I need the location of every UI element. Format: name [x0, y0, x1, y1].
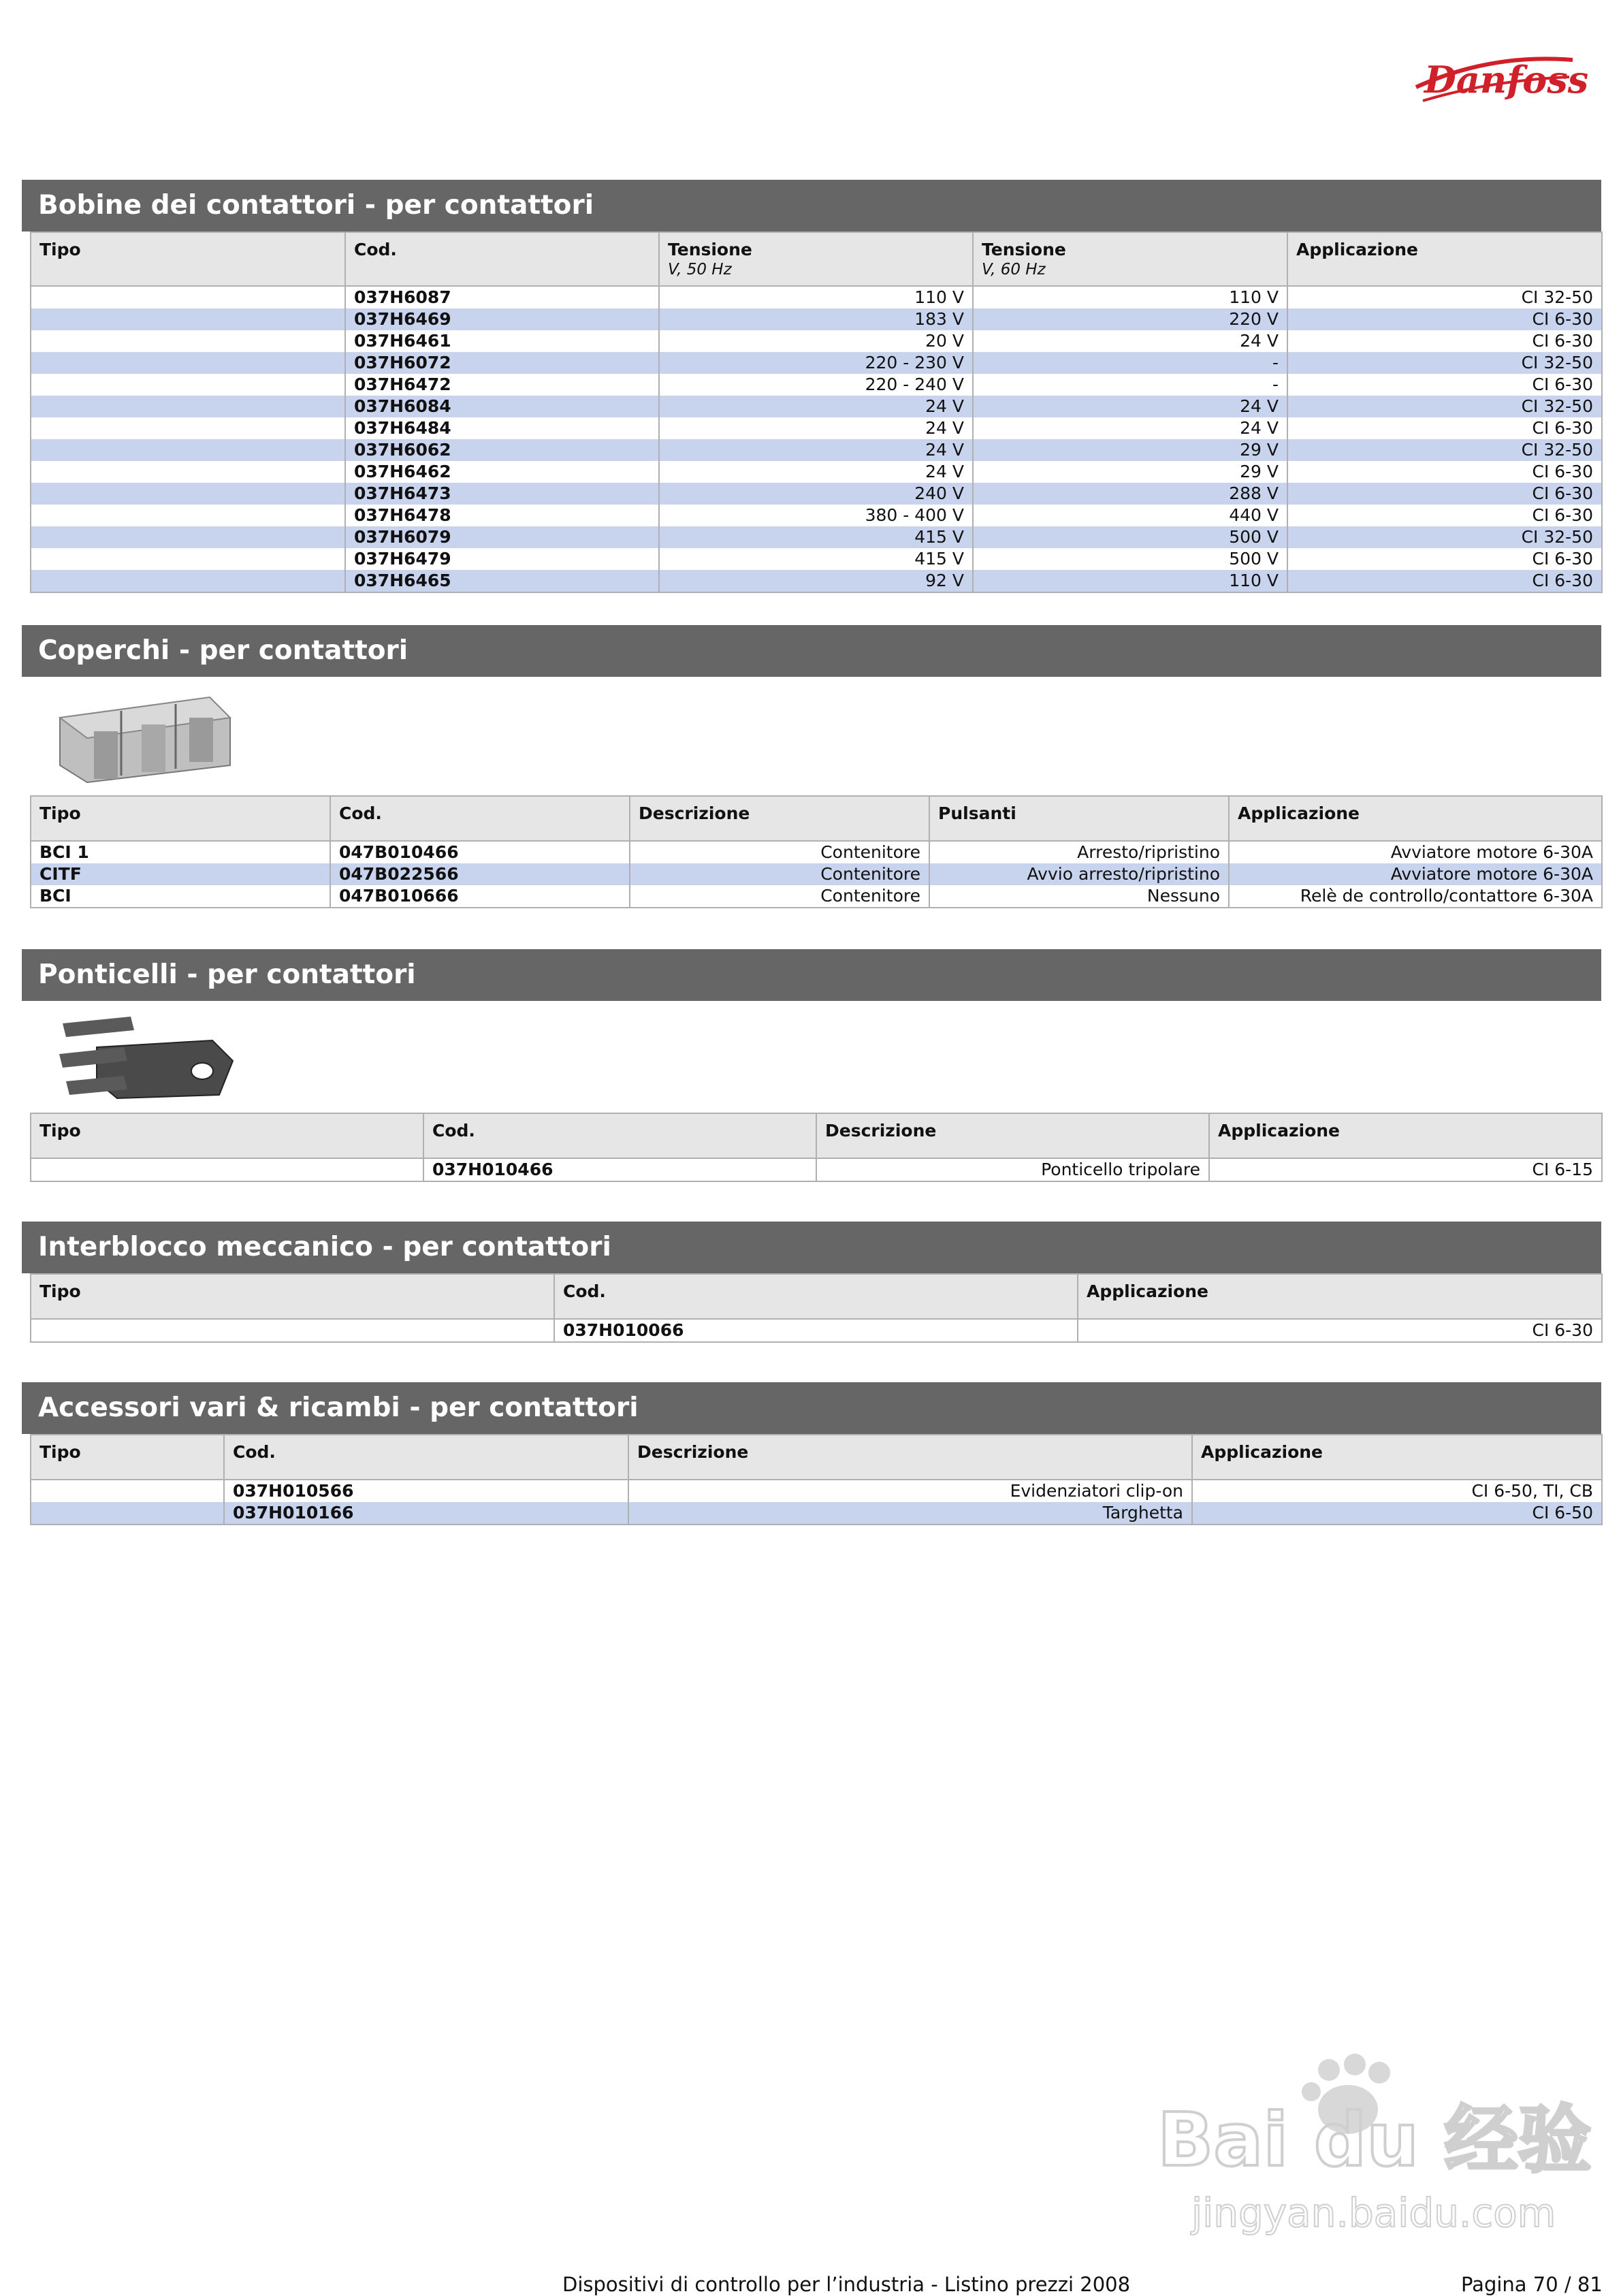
- header-applicazione: Applicazione: [1209, 1113, 1602, 1158]
- section-title: Coperchi - per contattori: [22, 625, 1601, 677]
- header-descrizione: Descrizione: [816, 1113, 1209, 1158]
- table-row: [31, 396, 1602, 417]
- table-row: [31, 548, 1602, 570]
- table-cell: 037H6079: [345, 526, 659, 548]
- baidu-watermark: [1151, 2050, 1592, 2247]
- section-coperchi: [22, 625, 1601, 908]
- table-cell: 24 V: [973, 330, 1287, 352]
- table-cell: CI 6-15: [1209, 1158, 1602, 1181]
- table-cell: 29 V: [973, 461, 1287, 483]
- table-cell: [31, 1502, 224, 1525]
- table-cell: CI 32-50: [1287, 286, 1602, 308]
- section-accessori: [22, 1382, 1601, 1525]
- table-cell: [31, 526, 345, 548]
- table-cell: 24 V: [659, 417, 973, 439]
- table-cell: [31, 1158, 423, 1181]
- table-cell: 24 V: [973, 417, 1287, 439]
- table-cell: CI 6-50: [1192, 1502, 1602, 1525]
- table-row: [31, 352, 1602, 374]
- table-cell: CI 6-30: [1287, 417, 1602, 439]
- table-cell: 20 V: [659, 330, 973, 352]
- table-cell: 415 V: [659, 548, 973, 570]
- table-cell: CITF: [31, 863, 330, 885]
- cover-image: [46, 690, 237, 786]
- section-interblocco: [22, 1222, 1601, 1343]
- table-row: [31, 1319, 1602, 1342]
- table-cell: 037H010566: [224, 1480, 628, 1502]
- table-cell: CI 6-30: [1287, 374, 1602, 396]
- table-cell: Contenitore: [630, 885, 929, 908]
- table-row: [31, 1502, 1602, 1525]
- table-cell: [31, 286, 345, 308]
- table-cell: 24 V: [659, 396, 973, 417]
- danfoss-logo: [1409, 39, 1589, 114]
- table-cell: Avvio arresto/ripristino: [929, 863, 1229, 885]
- table-cell: 037H6469: [345, 308, 659, 330]
- logo-text: Danfoss: [1424, 58, 1589, 101]
- table-cell: 110 V: [973, 286, 1287, 308]
- table-cell: [31, 374, 345, 396]
- table-cell: 037H010166: [224, 1502, 628, 1525]
- table-cell: Contenitore: [630, 841, 929, 863]
- table-cell: [31, 417, 345, 439]
- table-cell: 220 - 230 V: [659, 352, 973, 374]
- table-cell: 183 V: [659, 308, 973, 330]
- table-cell: 037H010466: [423, 1158, 816, 1181]
- table-cell: [31, 548, 345, 570]
- table-row: [31, 461, 1602, 483]
- section-title: Bobine dei contattori - per contattori: [22, 180, 1601, 232]
- table-cell: 500 V: [973, 526, 1287, 548]
- header-cod: Cod.: [345, 232, 659, 286]
- table-cell: CI 32-50: [1287, 352, 1602, 374]
- table-cell: 415 V: [659, 526, 973, 548]
- table-cell: 037H6484: [345, 417, 659, 439]
- table-row: [31, 841, 1602, 863]
- table-cell: 037H6479: [345, 548, 659, 570]
- header-applicazione: Applicazione: [1192, 1435, 1602, 1480]
- header-cod: Cod.: [423, 1113, 816, 1158]
- header-applicazione: Applicazione: [1287, 232, 1602, 286]
- table-cell: CI 6-30: [1287, 308, 1602, 330]
- table-cell: [31, 396, 345, 417]
- table-cell: [31, 1319, 554, 1342]
- table-cell: 047B010466: [330, 841, 630, 863]
- table-cell: 037H010066: [554, 1319, 1078, 1342]
- table-cell: CI 6-30: [1287, 570, 1602, 592]
- table-row: [31, 374, 1602, 396]
- table-cell: Avviatore motore 6-30A: [1229, 841, 1602, 863]
- header-descrizione: Descrizione: [630, 796, 929, 841]
- header-cod: Cod.: [330, 796, 630, 841]
- table-cell: CI 32-50: [1287, 526, 1602, 548]
- table-row: [31, 308, 1602, 330]
- table-cell: CI 6-50, TI, CB: [1192, 1480, 1602, 1502]
- table-cell: 220 - 240 V: [659, 374, 973, 396]
- table-cell: 037H6462: [345, 461, 659, 483]
- header-cod: Cod.: [224, 1435, 628, 1480]
- table-cell: Avviatore motore 6-30A: [1229, 863, 1602, 885]
- table-cell: 037H6072: [345, 352, 659, 374]
- table-cell: 047B022566: [330, 863, 630, 885]
- table-row: [31, 570, 1602, 592]
- header-descrizione: Descrizione: [628, 1435, 1192, 1480]
- header-cod: Cod.: [554, 1274, 1078, 1319]
- table-cell: CI 6-30: [1287, 548, 1602, 570]
- header-pulsanti: Pulsanti: [929, 796, 1229, 841]
- table-cell: 037H6087: [345, 286, 659, 308]
- table-cell: CI 32-50: [1287, 396, 1602, 417]
- table-cell: CI 6-30: [1287, 461, 1602, 483]
- table-cell: 037H6084: [345, 396, 659, 417]
- svg-text:jingyan.baidu.com: jingyan.baidu.com: [1191, 2190, 1556, 2236]
- table-cell: 29 V: [973, 439, 1287, 461]
- table-cell: 92 V: [659, 570, 973, 592]
- section-title: Interblocco meccanico - per contattori: [22, 1222, 1601, 1273]
- table-row: [31, 286, 1602, 308]
- table-cell: CI 6-30: [1287, 483, 1602, 505]
- table-row: [31, 483, 1602, 505]
- header-applicazione: Applicazione: [1229, 796, 1602, 841]
- header-tipo: Tipo: [31, 796, 330, 841]
- table-cell: CI 32-50: [1287, 439, 1602, 461]
- table-cell: Nessuno: [929, 885, 1229, 908]
- section-title: Accessori vari & ricambi - per contattori: [22, 1382, 1601, 1434]
- table-cell: 24 V: [659, 461, 973, 483]
- table-cell: BCI: [31, 885, 330, 908]
- table-cell: BCI 1: [31, 841, 330, 863]
- footer-title: Dispositivi di controllo per l’industria - Listino prezzi 2008: [562, 2273, 1131, 2296]
- table-cell: [31, 505, 345, 526]
- table-cell: -: [973, 374, 1287, 396]
- table-cell: Relè de controllo/contattore 6-30A: [1229, 885, 1602, 908]
- table-cell: [31, 352, 345, 374]
- table-cell: 037H6461: [345, 330, 659, 352]
- svg-text:Bai du 经验: Bai du 经验: [1157, 2098, 1592, 2183]
- table-cell: 037H6465: [345, 570, 659, 592]
- table-row: [31, 1480, 1602, 1502]
- table-cell: Targhetta: [628, 1502, 1192, 1525]
- section-bobine: [22, 180, 1601, 593]
- table-cell: 288 V: [973, 483, 1287, 505]
- table-cell: Arresto/ripristino: [929, 841, 1229, 863]
- table-cell: 037H6062: [345, 439, 659, 461]
- table-cell: [31, 1480, 224, 1502]
- header-applicazione: Applicazione: [1078, 1274, 1602, 1319]
- table-cell: CI 6-30: [1078, 1319, 1602, 1342]
- accessories-table: [30, 1434, 1603, 1525]
- table-cell: 24 V: [659, 439, 973, 461]
- table-cell: 220 V: [973, 308, 1287, 330]
- table-cell: [31, 461, 345, 483]
- bridges-table: [30, 1113, 1603, 1182]
- table-cell: [31, 439, 345, 461]
- header-tipo: Tipo: [31, 232, 345, 286]
- header-tipo: Tipo: [31, 1113, 423, 1158]
- table-cell: -: [973, 352, 1287, 374]
- table-cell: 24 V: [973, 396, 1287, 417]
- table-cell: Evidenziatori clip-on: [628, 1480, 1192, 1502]
- header-tensione-60: Tensione V, 60 Hz: [973, 232, 1287, 286]
- table-cell: 500 V: [973, 548, 1287, 570]
- table-row: [31, 885, 1602, 908]
- table-cell: [31, 483, 345, 505]
- table-row: [31, 526, 1602, 548]
- table-row: [31, 1158, 1602, 1181]
- bridge-image: [56, 1013, 240, 1109]
- header-tensione-50: Tensione V, 50 Hz: [659, 232, 973, 286]
- table-cell: Contenitore: [630, 863, 929, 885]
- table-row: [31, 417, 1602, 439]
- table-cell: CI 6-30: [1287, 330, 1602, 352]
- table-cell: Ponticello tripolare: [816, 1158, 1209, 1181]
- table-cell: 240 V: [659, 483, 973, 505]
- covers-table: [30, 795, 1603, 908]
- footer-page-number: Pagina 70 / 81: [1461, 2273, 1603, 2296]
- table-cell: [31, 330, 345, 352]
- table-cell: 037H6473: [345, 483, 659, 505]
- table-cell: 110 V: [973, 570, 1287, 592]
- table-cell: 110 V: [659, 286, 973, 308]
- table-cell: 037H6472: [345, 374, 659, 396]
- table-cell: 440 V: [973, 505, 1287, 526]
- section-title: Ponticelli - per contattori: [22, 949, 1601, 1001]
- header-tipo: Tipo: [31, 1274, 554, 1319]
- table-row: [31, 863, 1602, 885]
- interlock-table: [30, 1273, 1603, 1343]
- table-cell: [31, 308, 345, 330]
- section-ponticelli: [22, 949, 1601, 1182]
- table-row: [31, 330, 1602, 352]
- table-cell: 047B010666: [330, 885, 630, 908]
- header-tipo: Tipo: [31, 1435, 224, 1480]
- table-row: [31, 439, 1602, 461]
- table-cell: 380 - 400 V: [659, 505, 973, 526]
- coils-table: [30, 232, 1603, 593]
- table-cell: [31, 570, 345, 592]
- table-row: [31, 505, 1602, 526]
- table-cell: CI 6-30: [1287, 505, 1602, 526]
- table-cell: 037H6478: [345, 505, 659, 526]
